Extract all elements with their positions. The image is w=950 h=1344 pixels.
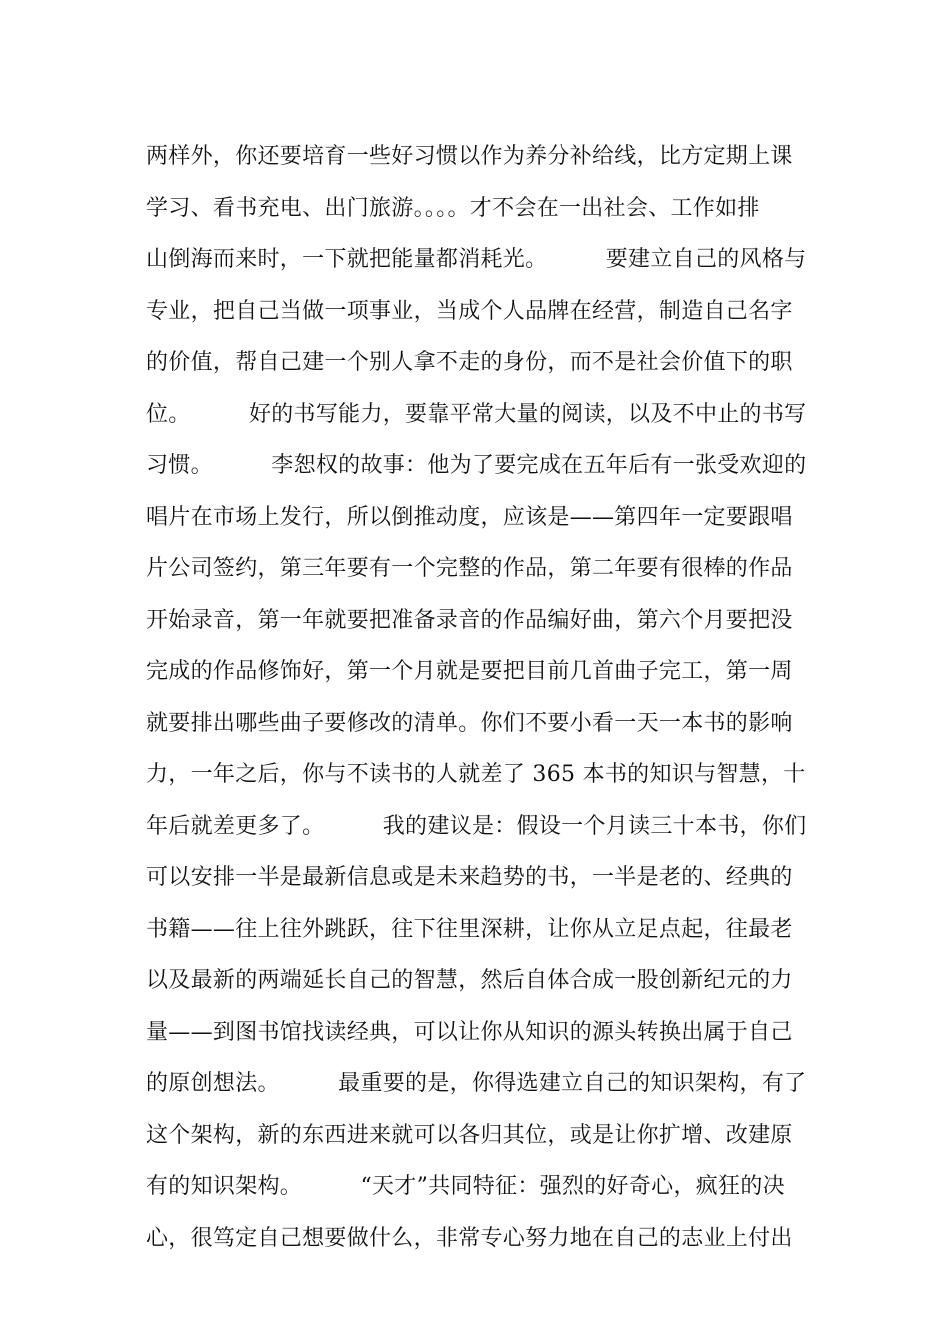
text-line: 唱片在市场上发行，所以倒推动度，应该是——第四年一定要跟唱: [146, 504, 793, 530]
text-line: 片公司签约，第三年要有一个完整的作品，第二年要有很棒的作品: [146, 556, 793, 581]
body-text: [146, 131, 846, 1264]
text-line: 量——到图书馆找读经典，可以让你从知识的源头转换出属于自己: [146, 1019, 793, 1045]
text-line: 两样外，你还要培育一些好习惯以作为养分补给线，比方定期上课: [146, 144, 793, 169]
text-line: 书籍——往上往外跳跃，往下往里深耕，让你从立足点起，往最老: [146, 916, 793, 942]
text-line: 开始录音，第一年就要把准备录音的作品编好曲，第六个月要把没: [146, 607, 793, 633]
text-line: 专业，把自己当做一项事业，当成个人品牌在经营，制造自己名字: [146, 298, 793, 324]
text-line: 年后就差更多了。 我的建议是：假设一个月读三十本书，你们: [146, 813, 807, 839]
text-line: 这个架构，新的东西进来就可以各归其位，或是让你扩增、改建原: [146, 1122, 793, 1148]
text-line: 以及最新的两端延长自己的智慧，然后自体合成一股创新纪元的力: [146, 968, 793, 993]
text-line: 心，很笃定自己想要做什么，非常专心努力地在自己的志业上付出: [146, 1225, 793, 1251]
text-line: 就要排出哪些曲子要修改的清单。你们不要小看一天一本书的影响: [146, 710, 793, 736]
text-line: 习惯。 李恕权的故事：他为了要完成在五年后有一张受欢迎的: [146, 453, 807, 478]
text-line: 可以安排一半是最新信息或是未来趋势的书，一半是老的、经典的: [146, 865, 793, 890]
text-line: 力，一年之后，你与不读书的人就差了 365 本书的知识与智慧，十: [146, 762, 806, 787]
text-line: 位。 好的书写能力，要靠平常大量的阅读，以及不中止的书写: [146, 401, 807, 427]
text-line: 山倒海而来时，一下就把能量都消耗光。 要建立自己的风格与: [146, 247, 807, 272]
text-line: 完成的作品修饰好，第一个月就是要把目前几首曲子完工，第一周: [146, 659, 793, 684]
text-line: 的原创想法。 最重要的是，你得选建立自己的知识架构，有了: [146, 1071, 807, 1096]
text-line: 的价值，帮自己建一个别人拿不走的身份，而不是社会价值下的职: [146, 350, 793, 375]
text-line: 有的知识架构。 “天才”共同特征：强烈的好奇心，疯狂的决: [146, 1174, 785, 1199]
text-line: 学习、看书充电、出门旅游。。。。才不会在一出社会、工作如排: [146, 195, 760, 221]
